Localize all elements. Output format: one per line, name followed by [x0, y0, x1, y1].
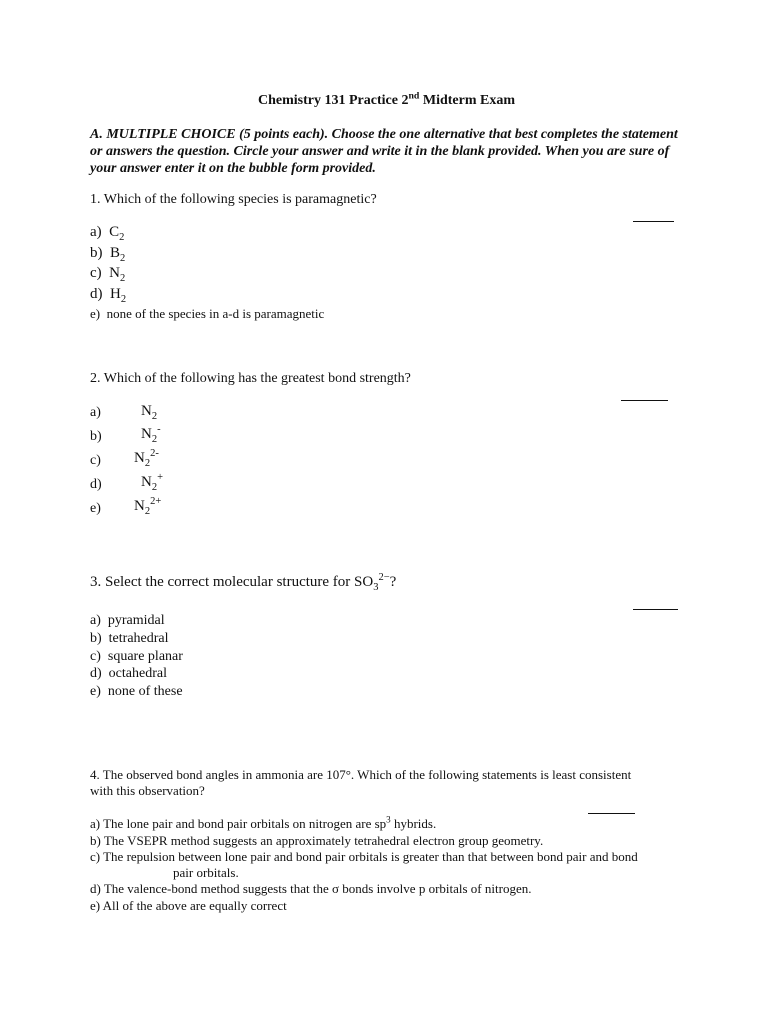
instructions-line-2: or answers the question. Circle your answer and write it in the blank provided. When you are sure of — [90, 144, 670, 159]
q1-option-d: d) $H_2$ — [90, 286, 127, 305]
q2-option-c-formula: $N_2^{2-}$ — [134, 448, 159, 469]
q4-option-a: a) The lone pair and bond pair orbitals on nitrogen are $sp^3$ hybrids. — [90, 814, 437, 831]
q3-option-c: c) square planar — [90, 649, 183, 664]
answer-blank-1[interactable] — [633, 221, 674, 222]
q4-option-c-line-1: c) The repulsion between lone pair and bond pair orbitals is greater than that between bond pair and bond — [90, 849, 638, 864]
q1-option-b: b) $B_2$ — [90, 245, 126, 264]
q3-option-b: b) tetrahedral — [90, 631, 169, 646]
q2-option-e-formula: $N_2^{2+}$ — [134, 496, 162, 517]
q3-option-a: a) pyramidal — [90, 613, 165, 628]
q2-option-a-letter: a) — [90, 405, 101, 420]
q2-option-b-formula: $N_2^-$ — [141, 424, 161, 445]
question-2: 2. Which of the following has the greatest bond strength? — [90, 371, 411, 386]
q2-option-c-letter: c) — [90, 453, 101, 468]
q2-option-a-formula: $N_2$ — [141, 403, 158, 422]
question-4-line-1: 4. The observed bond angles in ammonia are 107°. Which of the following statements is least consistent — [90, 767, 632, 782]
question-3: 3. Select the correct molecular structure for $SO_3^{2-}$? — [90, 572, 397, 593]
instructions-line-1: A. MULTIPLE CHOICE (5 points each). Choose the one alternative that best completes the statement — [90, 127, 678, 142]
q1-option-a: a) $C_2$ — [90, 224, 125, 243]
question-4-line-2: with this observation? — [90, 783, 205, 798]
q2-option-d-formula: $N_2^+$ — [141, 472, 164, 493]
answer-blank-4[interactable] — [588, 813, 635, 814]
q4-option-c-line-2: pair orbitals. — [173, 865, 239, 880]
instructions — [90, 126, 690, 177]
q4-option-e: e) All of the above are equally correct — [90, 898, 287, 913]
q2-option-e-letter: e) — [90, 501, 101, 516]
q2-option-d-letter: d) — [90, 477, 102, 492]
q3-option-d: d) octahedral — [90, 666, 167, 681]
answer-blank-3[interactable] — [633, 609, 678, 610]
answer-blank-2[interactable] — [621, 400, 668, 401]
instructions-line-3: your answer enter it on the bubble form provided. — [90, 161, 376, 176]
question-1: 1. Which of the following species is paramagnetic? — [90, 192, 377, 207]
q1-option-c: c) $N_2$ — [90, 265, 126, 284]
page-title: Chemistry 131 Practice 2nd Midterm Exam — [258, 90, 516, 108]
q2-option-b-letter: b) — [90, 429, 102, 444]
q1-option-e: e) none of the species in a-d is paramagnetic — [90, 306, 325, 321]
q4-option-d: d) The valence-bond method suggests that the σ bonds involve p orbitals of nitrogen. — [90, 881, 532, 896]
q3-option-e: e) none of these — [90, 684, 183, 699]
q4-option-b: b) The VSEPR method suggests an approximately tetrahedral electron group geometry. — [90, 833, 544, 848]
